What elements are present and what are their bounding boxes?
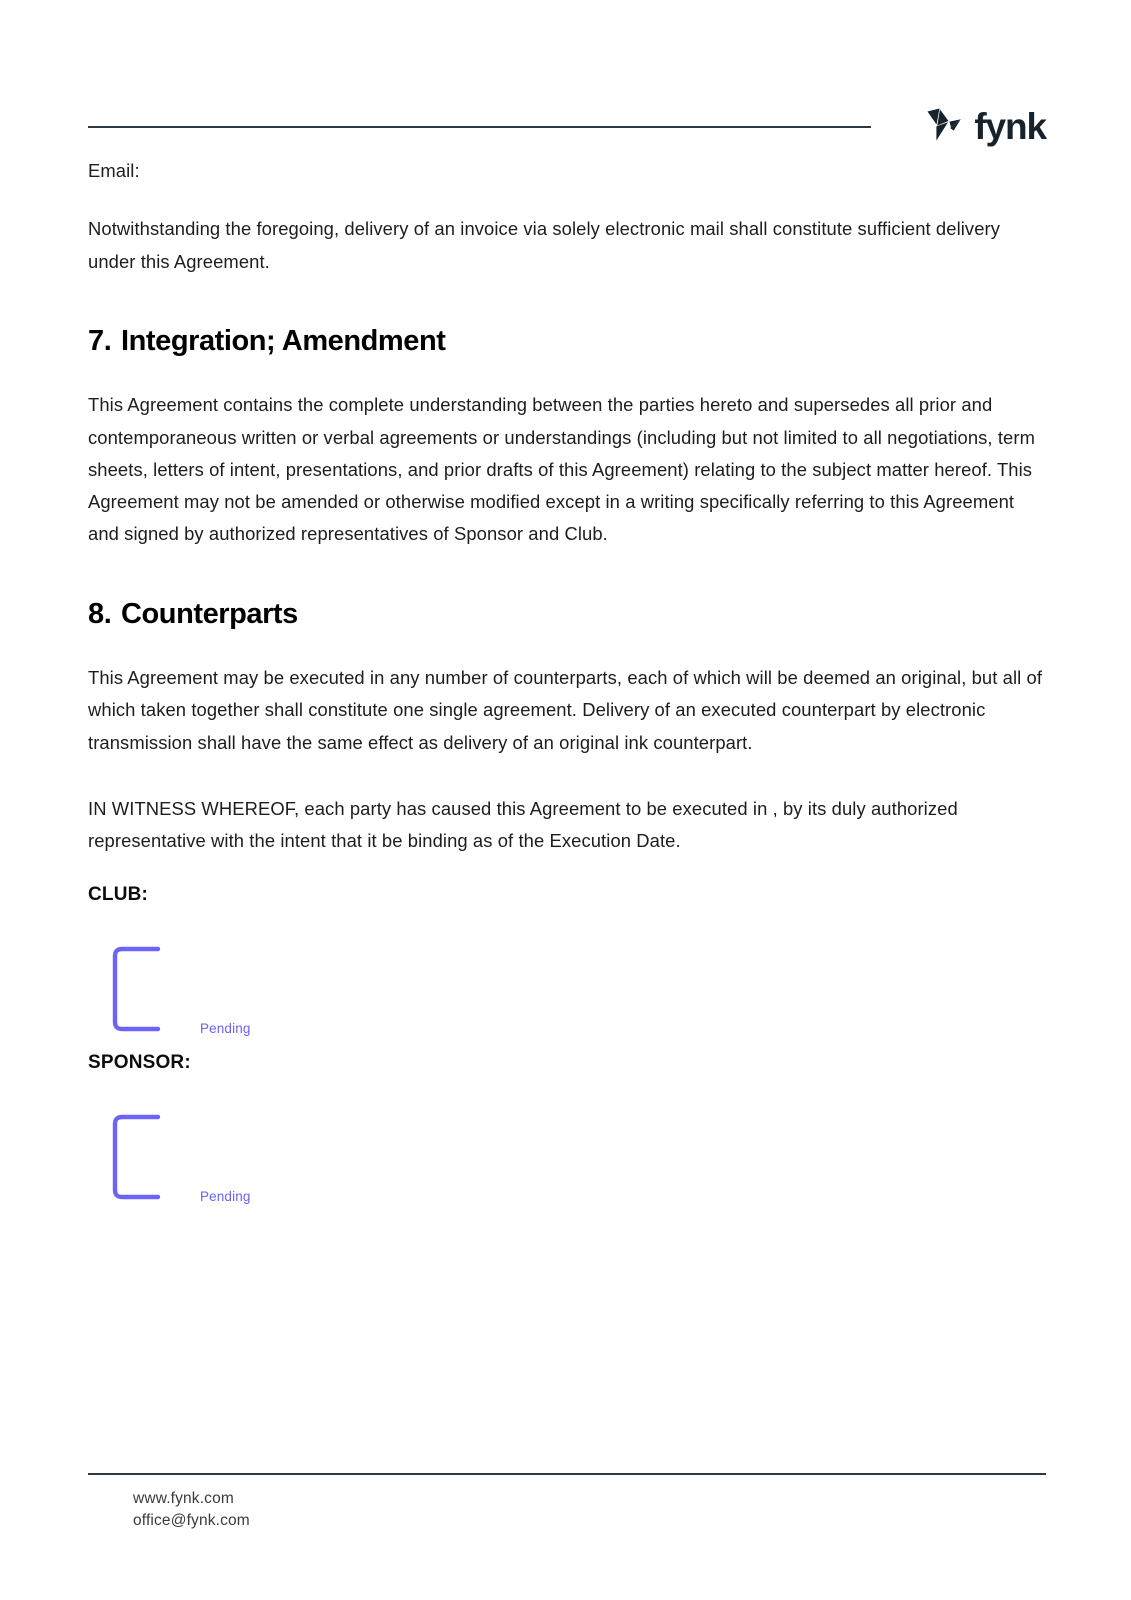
section-7-body: This Agreement contains the complete understanding between the parties hereto and supersedes all prior and contemporaneous written or verbal agreements or understandings (including but not limited to all negotiations, term sheets, letters of intent, presentations, and prior drafts of this Agreement) relating to the subject matter hereof. This Agreement may not be amended or otherwise modified except in a writing specifically referring to this Agreement and signed by authorized representatives of Sponsor and Club. bbox=[88, 394, 1035, 545]
document-body bbox=[88, 155, 1046, 1205]
section-7-heading bbox=[88, 324, 1046, 359]
signature-status-club: Pending bbox=[200, 1021, 251, 1037]
spacer bbox=[88, 759, 1046, 793]
spacer bbox=[88, 1074, 1046, 1114]
spacer bbox=[88, 278, 1046, 324]
signature-label-sponsor: SPONSOR: bbox=[88, 1051, 191, 1073]
delivery-note-paragraph: Notwithstanding the foregoing, delivery of an invoice via solely electronic mail shall constitute sufficient delivery under this Agreement. bbox=[88, 218, 1001, 272]
spacer bbox=[88, 632, 1046, 662]
page-footer bbox=[88, 1473, 1046, 1532]
brand-wordmark: fynk bbox=[974, 105, 1046, 147]
witness-clause-paragraph: IN WITNESS WHEREOF, each party has caused this Agreement to be executed in , by its duly authorized representative with the intent that it be binding as of the Execution Date. bbox=[88, 798, 958, 852]
signature-field-sponsor[interactable] bbox=[106, 1114, 336, 1205]
footer-website: www.fynk.com bbox=[133, 1490, 234, 1507]
header-divider bbox=[88, 126, 871, 128]
section-8-body: This Agreement may be executed in any number of counterparts, each of which will be deemed an original, but all of which taken together shall constitute one single agreement. Delivery of an executed counterpart by electronic transmission shall have the same effect as delivery of an original ink counterpart. bbox=[88, 667, 1043, 753]
email-label: Email: bbox=[88, 160, 140, 181]
spacer bbox=[88, 858, 1046, 884]
signature-bracket-icon bbox=[106, 1114, 206, 1200]
fynk-brand bbox=[923, 96, 1046, 154]
spacer bbox=[88, 1034, 1046, 1052]
spacer bbox=[88, 359, 1046, 389]
section-8-heading bbox=[88, 597, 1046, 632]
signature-field-club[interactable] bbox=[106, 946, 336, 1037]
section-7-number: 7. bbox=[88, 324, 112, 357]
footer-email: office@fynk.com bbox=[133, 1512, 250, 1529]
spacer bbox=[88, 187, 1046, 213]
spacer bbox=[88, 551, 1046, 597]
footer-contact bbox=[133, 1475, 1046, 1532]
page-header bbox=[88, 96, 1046, 154]
section-8-title: Counterparts bbox=[121, 597, 298, 630]
fynk-origami-bird-logo-icon bbox=[923, 106, 965, 146]
section-8-number: 8. bbox=[88, 597, 112, 630]
signature-label-club: CLUB: bbox=[88, 883, 149, 905]
signature-status-sponsor: Pending bbox=[200, 1189, 251, 1205]
spacer bbox=[88, 906, 1046, 946]
signature-bracket-icon bbox=[106, 946, 206, 1032]
section-7-title: Integration; Amendment bbox=[121, 324, 446, 357]
